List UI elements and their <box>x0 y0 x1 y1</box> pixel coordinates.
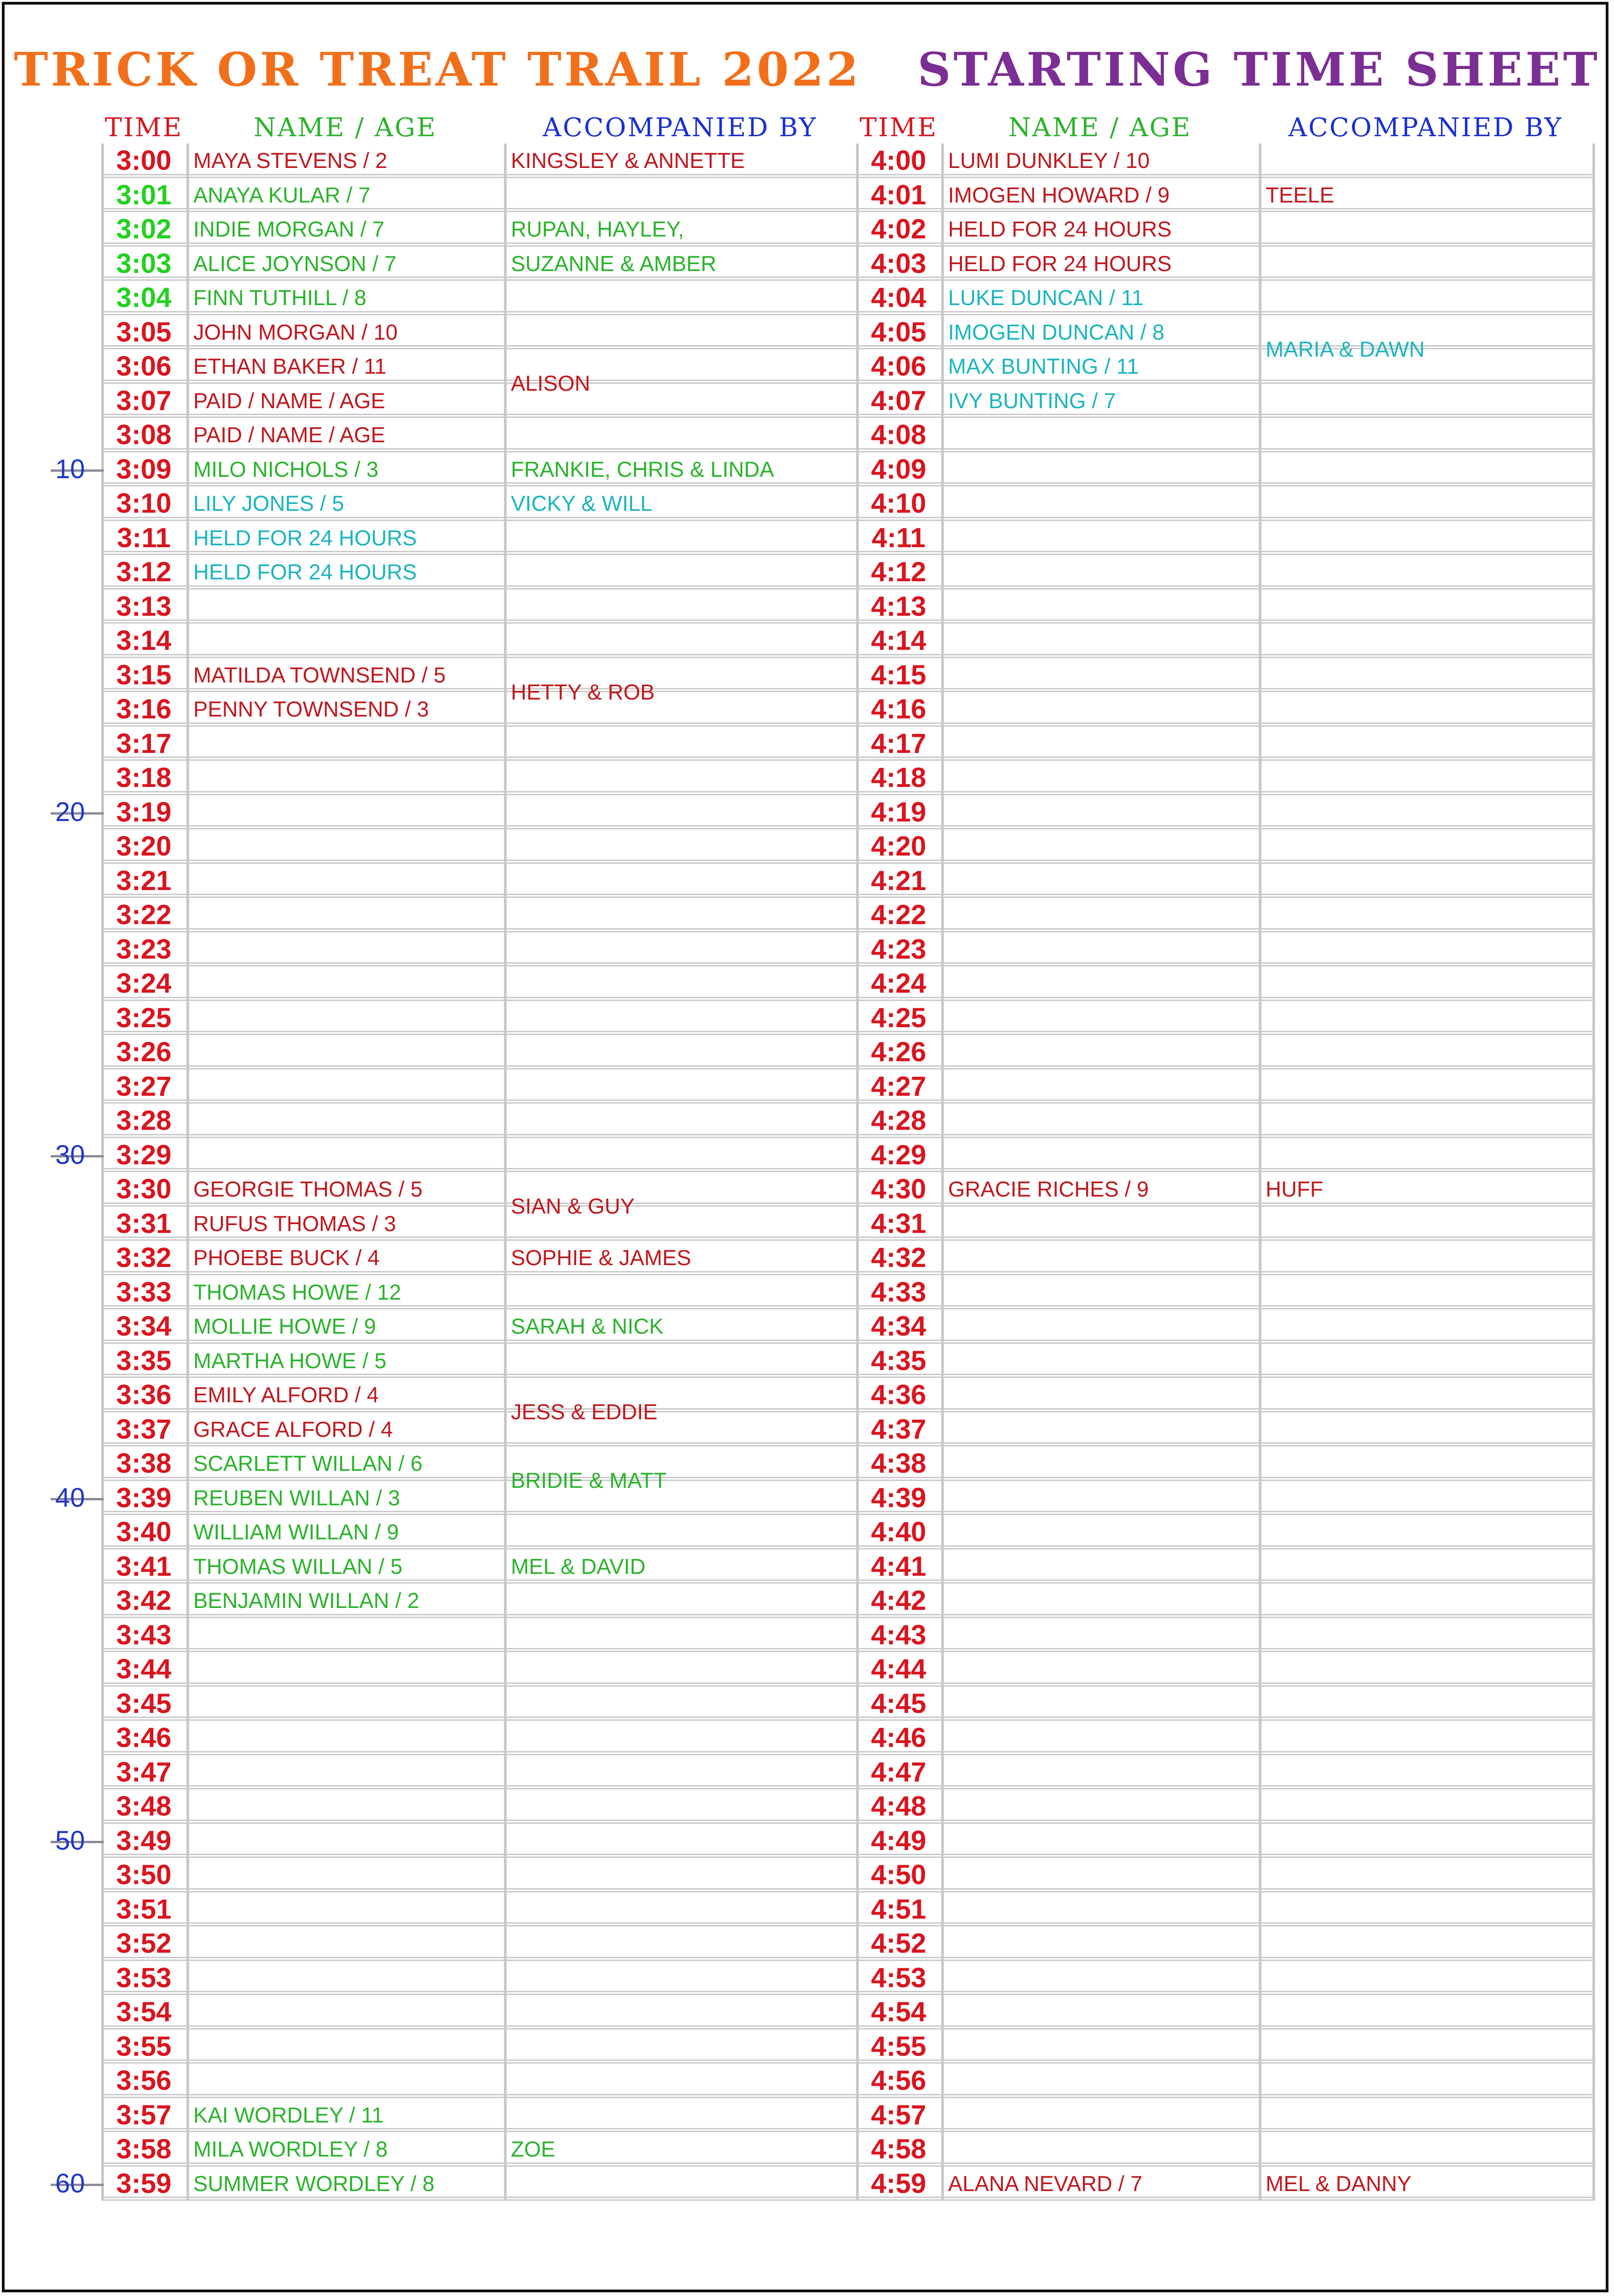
participant-name: WILLIAM WILLAN / 9 <box>193 1520 399 1544</box>
accompanied-by: SOPHIE & JAMES <box>511 1245 691 1270</box>
title-sub: STARTING TIME SHEET <box>917 42 1600 97</box>
header-name-left: NAME / AGE <box>253 113 437 143</box>
time-slot-right: 4:48 <box>871 1791 926 1822</box>
time-slot-left: 3:50 <box>116 1859 172 1890</box>
time-slot-left: 3:38 <box>116 1448 172 1479</box>
participant-name: ALANA NEVARD / 7 <box>948 2171 1143 2196</box>
column-divider <box>186 144 189 2201</box>
time-slot-right: 4:05 <box>871 316 926 347</box>
table-row <box>101 1618 1592 1653</box>
time-slot-right: 4:33 <box>871 1276 926 1307</box>
table-row <box>101 1721 1592 1755</box>
time-slot-left: 3:19 <box>116 796 172 827</box>
time-slot-right: 4:00 <box>871 145 926 176</box>
accompanied-by: MEL & DANNY <box>1266 2171 1412 2196</box>
table-row <box>101 829 1592 864</box>
row-divider <box>101 1922 1592 1926</box>
time-slot-left: 3:28 <box>116 1105 172 1136</box>
row-divider <box>101 1751 1592 1755</box>
time-slot-right: 4:22 <box>871 899 926 930</box>
header-name-right: NAME / AGE <box>1008 113 1192 143</box>
participant-name: HELD FOR 24 HOURS <box>193 525 417 550</box>
time-slot-left: 3:36 <box>116 1379 172 1410</box>
accompanied-by: FRANKIE, CHRIS & LINDA <box>511 457 774 481</box>
time-slot-right: 4:37 <box>871 1413 926 1445</box>
row-divider <box>101 2059 1592 2064</box>
time-slot-right: 4:32 <box>871 1242 926 1273</box>
accompanied-by: SIAN & GUY <box>511 1194 635 1219</box>
table-row <box>101 795 1592 830</box>
row-divider <box>101 1065 1592 1070</box>
time-slot-right: 4:47 <box>871 1756 926 1787</box>
participant-name: GRACIE RICHES / 9 <box>948 1177 1149 1201</box>
table-row <box>101 1892 1592 1927</box>
time-slot-right: 4:35 <box>871 1345 926 1376</box>
column-divider <box>1592 144 1595 2201</box>
time-slot-right: 4:02 <box>871 214 926 244</box>
time-slot-right: 4:28 <box>871 1105 926 1136</box>
time-slot-right: 4:08 <box>871 419 926 450</box>
time-slot-right: 4:56 <box>871 2065 926 2096</box>
row-divider <box>101 997 1592 1001</box>
time-slot-left: 3:53 <box>116 1962 172 1993</box>
time-sheet-table <box>101 144 1592 2201</box>
accompanied-by: RUPAN, HAYLEY, <box>511 217 684 241</box>
time-slot-right: 4:26 <box>871 1036 926 1067</box>
time-slot-right: 4:43 <box>871 1619 926 1650</box>
table-row <box>101 898 1592 932</box>
table-row <box>101 1858 1592 1892</box>
accompanied-by: VICKY & WILL <box>511 491 653 515</box>
table-row <box>101 727 1592 761</box>
row-divider <box>101 619 1592 624</box>
time-slot-left: 3:04 <box>116 282 172 313</box>
table-row <box>101 1789 1592 1824</box>
column-divider <box>1259 144 1261 2201</box>
time-slot-right: 4:57 <box>871 2099 926 2130</box>
row-divider <box>101 1991 1592 1995</box>
participant-name: MATILDA TOWNSEND / 5 <box>193 662 446 687</box>
table-row <box>101 761 1592 795</box>
participant-name: HELD FOR 24 HOURS <box>948 251 1172 276</box>
row-divider <box>101 1134 1592 1138</box>
row-divider <box>101 1957 1592 1961</box>
time-slot-left: 3:09 <box>116 453 172 485</box>
header-accompanied-left: ACCOMPANIED BY <box>543 113 817 143</box>
participant-name: PAID / NAME / AGE <box>193 422 386 447</box>
accompanied-by: BRIDIE & MATT <box>511 1468 667 1493</box>
time-slot-right: 4:46 <box>871 1722 926 1753</box>
time-slot-right: 4:14 <box>871 625 926 656</box>
participant-name: LUKE DUNCAN / 11 <box>948 285 1144 310</box>
row-divider <box>101 1785 1592 1789</box>
time-slot-right: 4:13 <box>871 590 926 622</box>
time-slot-left: 3:20 <box>116 831 172 862</box>
accompanied-by: SUZANNE & AMBER <box>511 251 717 276</box>
table-row <box>101 864 1592 898</box>
time-slot-left: 3:05 <box>116 316 172 347</box>
time-slot-right: 4:51 <box>871 1893 926 1925</box>
time-slot-left: 3:45 <box>116 1688 172 1719</box>
row-divider <box>101 1888 1592 1892</box>
time-slot-left: 3:32 <box>116 1242 172 1273</box>
participant-name: JOHN MORGAN / 10 <box>193 319 398 344</box>
time-slot-right: 4:34 <box>871 1311 926 1342</box>
time-slot-right: 4:12 <box>871 556 926 587</box>
participant-name: PENNY TOWNSEND / 3 <box>193 697 429 721</box>
table-row <box>101 1995 1592 2030</box>
table-row <box>101 1824 1592 1858</box>
margin-number: 60 <box>55 2169 85 2198</box>
time-slot-right: 4:03 <box>871 248 926 279</box>
participant-name: MOLLIE HOWE / 9 <box>193 1314 376 1338</box>
title-main: TRICK OR TREAT TRAIL 2022 <box>14 42 862 97</box>
participant-name: GEORGIE THOMAS / 5 <box>193 1177 422 1201</box>
time-slot-left: 3:56 <box>116 2065 172 2096</box>
time-slot-left: 3:43 <box>116 1619 172 1650</box>
time-slot-left: 3:29 <box>116 1139 172 1170</box>
participant-name: FINN TUTHILL / 8 <box>193 285 367 310</box>
row-divider <box>101 2025 1592 2030</box>
participant-name: IMOGEN DUNCAN / 8 <box>948 319 1165 344</box>
time-slot-left: 3:27 <box>116 1070 172 1102</box>
time-slot-left: 3:37 <box>116 1413 172 1445</box>
time-slot-left: 3:54 <box>116 1996 172 2027</box>
row-divider <box>101 1648 1592 1652</box>
time-slot-right: 4:55 <box>871 2030 926 2062</box>
table-row <box>101 1961 1592 1995</box>
time-slot-right: 4:54 <box>871 1996 926 2027</box>
margin-number: 30 <box>55 1140 85 1170</box>
time-slot-left: 3:03 <box>116 248 172 279</box>
participant-name: THOMAS WILLAN / 5 <box>193 1554 403 1579</box>
time-slot-left: 3:17 <box>116 728 172 759</box>
time-slot-right: 4:04 <box>871 282 926 313</box>
participant-name: ALICE JOYNSON / 7 <box>193 251 397 276</box>
time-slot-right: 4:41 <box>871 1550 926 1582</box>
accompanied-by: KINGSLEY & ANNETTE <box>511 148 745 173</box>
row-divider <box>101 654 1592 658</box>
time-slot-right: 4:27 <box>871 1070 926 1102</box>
time-slot-right: 4:10 <box>871 488 926 519</box>
table-row <box>101 1652 1592 1687</box>
time-slot-left: 3:31 <box>116 1208 172 1239</box>
participant-name: MARTHA HOWE / 5 <box>193 1348 387 1373</box>
time-slot-right: 4:53 <box>871 1962 926 1993</box>
participant-name: GRACE ALFORD / 4 <box>193 1417 393 1441</box>
table-row <box>101 2064 1592 2098</box>
time-slot-left: 3:59 <box>116 2168 172 2199</box>
time-slot-right: 4:44 <box>871 1654 926 1684</box>
participant-name: HELD FOR 24 HOURS <box>193 560 417 584</box>
column-divider <box>941 144 944 2201</box>
participant-name: IVY BUNTING / 7 <box>948 388 1116 413</box>
accompanied-by: MARIA & DAWN <box>1266 336 1425 361</box>
participant-name: SUMMER WORDLEY / 8 <box>193 2171 435 2196</box>
participant-name: PAID / NAME / AGE <box>193 388 386 413</box>
accompanied-by: JESS & EDDIE <box>511 1400 658 1424</box>
time-slot-left: 3:39 <box>116 1482 172 1513</box>
time-slot-right: 4:09 <box>871 453 926 485</box>
participant-name: PHOEBE BUCK / 4 <box>193 1245 380 1270</box>
table-row <box>101 590 1592 624</box>
table-row <box>101 1104 1592 1138</box>
time-slot-right: 4:20 <box>871 831 926 862</box>
time-slot-left: 3:06 <box>116 351 172 382</box>
table-row <box>101 1755 1592 1790</box>
table-row <box>101 1926 1592 1961</box>
time-slot-right: 4:18 <box>871 762 926 793</box>
time-slot-right: 4:40 <box>871 1516 926 1547</box>
time-slot-right: 4:52 <box>871 1928 926 1959</box>
row-divider <box>101 962 1592 966</box>
time-slot-right: 4:38 <box>871 1448 926 1479</box>
participant-name: LILY JONES / 5 <box>193 491 344 515</box>
row-divider <box>101 757 1592 761</box>
participant-name: HELD FOR 24 HOURS <box>948 217 1172 241</box>
participant-name: RUFUS THOMAS / 3 <box>193 1211 396 1236</box>
participant-name: ANAYA KULAR / 7 <box>193 182 370 207</box>
time-slot-left: 3:47 <box>116 1756 172 1787</box>
margin-number: 20 <box>55 797 85 827</box>
row-divider <box>101 1820 1592 1824</box>
time-slot-left: 3:16 <box>116 694 172 724</box>
time-slot-left: 3:11 <box>117 522 171 553</box>
row-divider <box>101 791 1592 795</box>
row-divider <box>101 1031 1592 1035</box>
table-row <box>101 966 1592 1001</box>
row-divider <box>101 1099 1592 1104</box>
time-slot-left: 3:01 <box>116 179 172 210</box>
row-divider <box>101 894 1592 898</box>
header-time-right: TIME <box>859 113 938 143</box>
time-slot-left: 3:30 <box>116 1174 172 1204</box>
time-slot-left: 3:21 <box>116 865 172 896</box>
time-slot-left: 3:23 <box>116 933 172 965</box>
time-slot-right: 4:58 <box>871 2134 926 2164</box>
accompanied-by: MEL & DAVID <box>511 1554 646 1579</box>
time-slot-right: 4:23 <box>871 933 926 965</box>
participant-name: THOMAS HOWE / 12 <box>193 1279 401 1304</box>
time-slot-left: 3:08 <box>116 419 172 450</box>
time-slot-right: 4:21 <box>871 865 926 896</box>
table-row <box>101 2030 1592 2064</box>
column-divider <box>504 144 507 2201</box>
accompanied-by: SARAH & NICK <box>511 1314 664 1338</box>
time-slot-left: 3:55 <box>116 2030 172 2062</box>
time-slot-left: 3:14 <box>116 625 172 656</box>
time-slot-left: 3:15 <box>116 659 172 690</box>
row-divider <box>101 860 1592 864</box>
time-slot-left: 3:02 <box>116 214 172 244</box>
participant-name: MILA WORDLEY / 8 <box>193 2137 388 2161</box>
time-slot-left: 3:22 <box>116 899 172 930</box>
time-slot-left: 3:58 <box>116 2134 172 2164</box>
time-slot-right: 4:24 <box>871 968 926 999</box>
time-slot-left: 3:52 <box>116 1928 172 1959</box>
table-row <box>101 932 1592 967</box>
participant-name: REUBEN WILLAN / 3 <box>193 1485 400 1510</box>
time-slot-left: 3:12 <box>116 556 172 587</box>
participant-name: SCARLETT WILLAN / 6 <box>193 1451 422 1475</box>
time-slot-left: 3:51 <box>116 1893 172 1925</box>
time-slot-left: 3:48 <box>116 1791 172 1822</box>
time-slot-right: 4:31 <box>871 1208 926 1239</box>
time-slot-left: 3:26 <box>116 1036 172 1067</box>
participant-name: IMOGEN HOWARD / 9 <box>948 182 1170 207</box>
table-row <box>101 624 1592 658</box>
table-row <box>101 1035 1592 1070</box>
table-row <box>101 1070 1592 1104</box>
time-slot-left: 3:41 <box>116 1550 172 1582</box>
row-divider <box>101 825 1592 829</box>
time-slot-left: 3:10 <box>116 488 172 519</box>
margin-number: 10 <box>55 454 85 484</box>
time-slot-right: 4:17 <box>871 728 926 759</box>
participant-name: MILO NICHOLS / 3 <box>193 457 379 481</box>
table-row <box>101 1687 1592 1721</box>
time-slot-left: 3:33 <box>116 1276 172 1307</box>
time-slot-right: 4:39 <box>871 1482 926 1513</box>
time-slot-left: 3:07 <box>116 385 172 416</box>
time-slot-right: 4:59 <box>871 2168 926 2199</box>
time-slot-left: 3:24 <box>116 968 172 999</box>
time-slot-left: 3:46 <box>116 1722 172 1753</box>
row-divider <box>101 928 1592 932</box>
participant-name: EMILY ALFORD / 4 <box>193 1382 379 1407</box>
table-row <box>101 1138 1592 1173</box>
accompanied-by: ZOE <box>511 2137 555 2161</box>
time-slot-right: 4:49 <box>871 1825 926 1856</box>
header-time-left: TIME <box>104 113 183 143</box>
time-slot-right: 4:30 <box>871 1174 926 1204</box>
time-slot-left: 3:57 <box>116 2099 172 2130</box>
time-slot-left: 3:35 <box>116 1345 172 1376</box>
time-slot-left: 3:44 <box>116 1654 172 1684</box>
margin-number: 50 <box>55 1826 85 1856</box>
row-divider <box>101 2094 1592 2098</box>
time-slot-right: 4:07 <box>871 385 926 416</box>
time-slot-right: 4:45 <box>871 1688 926 1719</box>
row-divider <box>101 1683 1592 1687</box>
participant-name: ETHAN BAKER / 11 <box>193 354 387 378</box>
time-slot-right: 4:16 <box>871 694 926 724</box>
participant-name: MAX BUNTING / 11 <box>948 354 1139 378</box>
header-accompanied-right: ACCOMPANIED BY <box>1288 113 1563 143</box>
time-slot-right: 4:19 <box>871 796 926 827</box>
time-slot-left: 3:49 <box>116 1825 172 1856</box>
time-slot-right: 4:29 <box>871 1139 926 1170</box>
time-slot-right: 4:42 <box>871 1585 926 1616</box>
accompanied-by: HUFF <box>1266 1177 1324 1201</box>
page-title <box>0 42 1614 97</box>
participant-name: MAYA STEVENS / 2 <box>193 148 388 173</box>
time-slot-left: 3:25 <box>116 1002 172 1033</box>
row-divider <box>101 1717 1592 1721</box>
time-slot-right: 4:11 <box>872 522 926 553</box>
accompanied-by: ALISON <box>511 371 590 396</box>
table-row <box>101 1001 1592 1035</box>
accompanied-by: HETTY & ROB <box>511 679 655 704</box>
time-slot-left: 3:40 <box>116 1516 172 1547</box>
participant-name: LUMI DUNKLEY / 10 <box>948 148 1150 173</box>
time-slot-right: 4:50 <box>871 1859 926 1890</box>
time-slot-right: 4:01 <box>871 179 926 210</box>
time-slot-right: 4:06 <box>871 351 926 382</box>
row-divider <box>101 1854 1592 1858</box>
participant-name: KAI WORDLEY / 11 <box>193 2102 384 2127</box>
time-slot-left: 3:34 <box>116 1311 172 1342</box>
participant-name: BENJAMIN WILLAN / 2 <box>193 1588 419 1613</box>
time-slot-left: 3:18 <box>116 762 172 793</box>
time-slot-left: 3:13 <box>116 590 172 622</box>
row-divider <box>101 1168 1592 1172</box>
time-slot-left: 3:42 <box>116 1585 172 1616</box>
time-slot-right: 4:15 <box>871 659 926 690</box>
time-slot-right: 4:36 <box>871 1379 926 1410</box>
margin-number: 40 <box>55 1483 85 1513</box>
participant-name: INDIE MORGAN / 7 <box>193 217 385 241</box>
time-slot-left: 3:00 <box>116 145 172 176</box>
time-slot-right: 4:25 <box>871 1002 926 1033</box>
accompanied-by: TEELE <box>1266 182 1334 207</box>
